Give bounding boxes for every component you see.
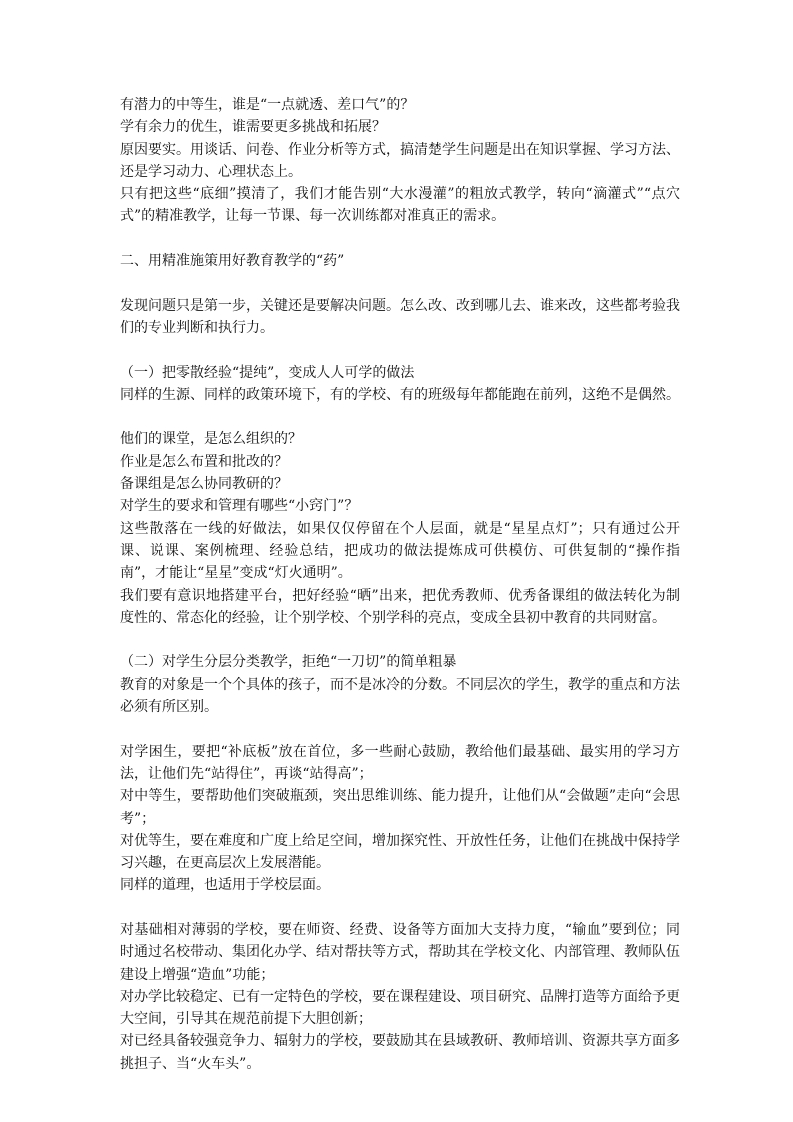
paragraph: 有潜力的中等生，谁是“一点就透、差口气”的？ xyxy=(120,97,415,113)
blank-line xyxy=(120,629,680,651)
blank-line xyxy=(120,406,680,428)
paragraph: 对学生的要求和管理有哪些“小窍门”？ xyxy=(120,498,359,515)
blank-line xyxy=(120,272,680,294)
blank-line xyxy=(120,339,680,361)
paragraph: 这些散落在一线的好做法，如果仅仅停留在个人层面，就是“星星点灯”；只有通过公开课、说课、案例梳理、经验总结，把成功的做法提炼成可供模仿、可供复制的“操作指南”，才能让“星星”变成“灯火通明”。 xyxy=(120,520,680,582)
paragraph: 作业是怎么布置和批改的？ xyxy=(120,453,288,470)
paragraph: 同样的道理，也适用于学校层面。 xyxy=(120,877,330,894)
paragraph: 对办学比较稳定、已有一定特色的学校，要在课程建设、项目研究、品牌打造等方面给予更大空间，引导其在规范前提下大胆创新； xyxy=(120,988,680,1028)
paragraph: 对基础相对薄弱的学校，要在师资、经费、设备等方面加大支持力度，“输血”要到位；同时通过名校带动、集团化办学、结对帮扶等方式，帮助其在学校文化、内部管理、教师队伍建设上增强“造血”功能； xyxy=(120,921,680,983)
paragraph: 我们要有意识地搭建平台，把好经验“晒”出来，把优秀教师、优秀备课组的做法转化为制度性的、常态化的经验，让个别学校、个别学科的亮点，变成全县初中教育的共同财富。 xyxy=(120,587,680,626)
paragraph: 对优等生，要在难度和广度上给足空间，增加探究性、开放性任务，让他们在挑战中保持学习兴趣，在更高层次上发展潜能。 xyxy=(120,832,680,872)
paragraph: 对学困生，要把“补底板”放在首位，多一些耐心鼓励，教给他们最基础、最实用的学习方法，让他们先“站得住”，再谈“站得高”； xyxy=(120,743,680,782)
paragraph: 他们的课堂，是怎么组织的？ xyxy=(120,431,302,448)
paragraph: 备课组是怎么协同教研的？ xyxy=(120,476,288,493)
paragraph: 学有余力的优生，谁需要更多挑战和拓展？ xyxy=(120,119,386,136)
paragraph: 对已经具备较强竞争力、辐射力的学校，要鼓励其在县域教研、教师培训、资源共享方面多挑担子、当“火车头”。 xyxy=(120,1033,680,1072)
subsection-heading: （二）对学生分层分类教学，拒绝“一刀切”的简单粗暴 xyxy=(120,654,457,671)
document-body xyxy=(120,94,680,1075)
subsection-heading: （一）把零散经验“提纯”，变成人人可学的做法 xyxy=(120,364,415,381)
paragraph: 发现问题只是第一步，关键还是要解决问题。怎么改、改到哪儿去、谁来改，这些都考验我们的专业判断和执行力。 xyxy=(120,297,680,336)
paragraph: 对中等生，要帮助他们突破瓶颈，突出思维训练、能力提升，让他们从“会做题”走向“会思考”； xyxy=(120,788,680,827)
paragraph: 只有把这些“底细”摸清了，我们才能告别“大水漫灌”的粗放式教学，转向“滴灌式”“点穴式”的精准教学，让每一节课、每一次训练都对准真正的需求。 xyxy=(120,186,680,225)
paragraph: 教育的对象是一个个具体的孩子，而不是冰冷的分数。不同层次的学生，教学的重点和方法必须有所区别。 xyxy=(120,676,680,716)
blank-line xyxy=(120,228,680,250)
paragraph: 原因要实。用谈话、问卷、作业分析等方式，搞清楚学生问题是出在知识掌握、学习方法、还是学习动力、心理状态上。 xyxy=(120,141,680,180)
blank-line xyxy=(120,718,680,740)
section-heading: 二、用精准施策用好教育教学的“药” xyxy=(120,253,345,270)
paragraph: 同样的生源、同样的政策环境下，有的学校、有的班级每年都能跑在前列，这绝不是偶然。 xyxy=(120,386,680,403)
blank-line xyxy=(120,897,680,919)
